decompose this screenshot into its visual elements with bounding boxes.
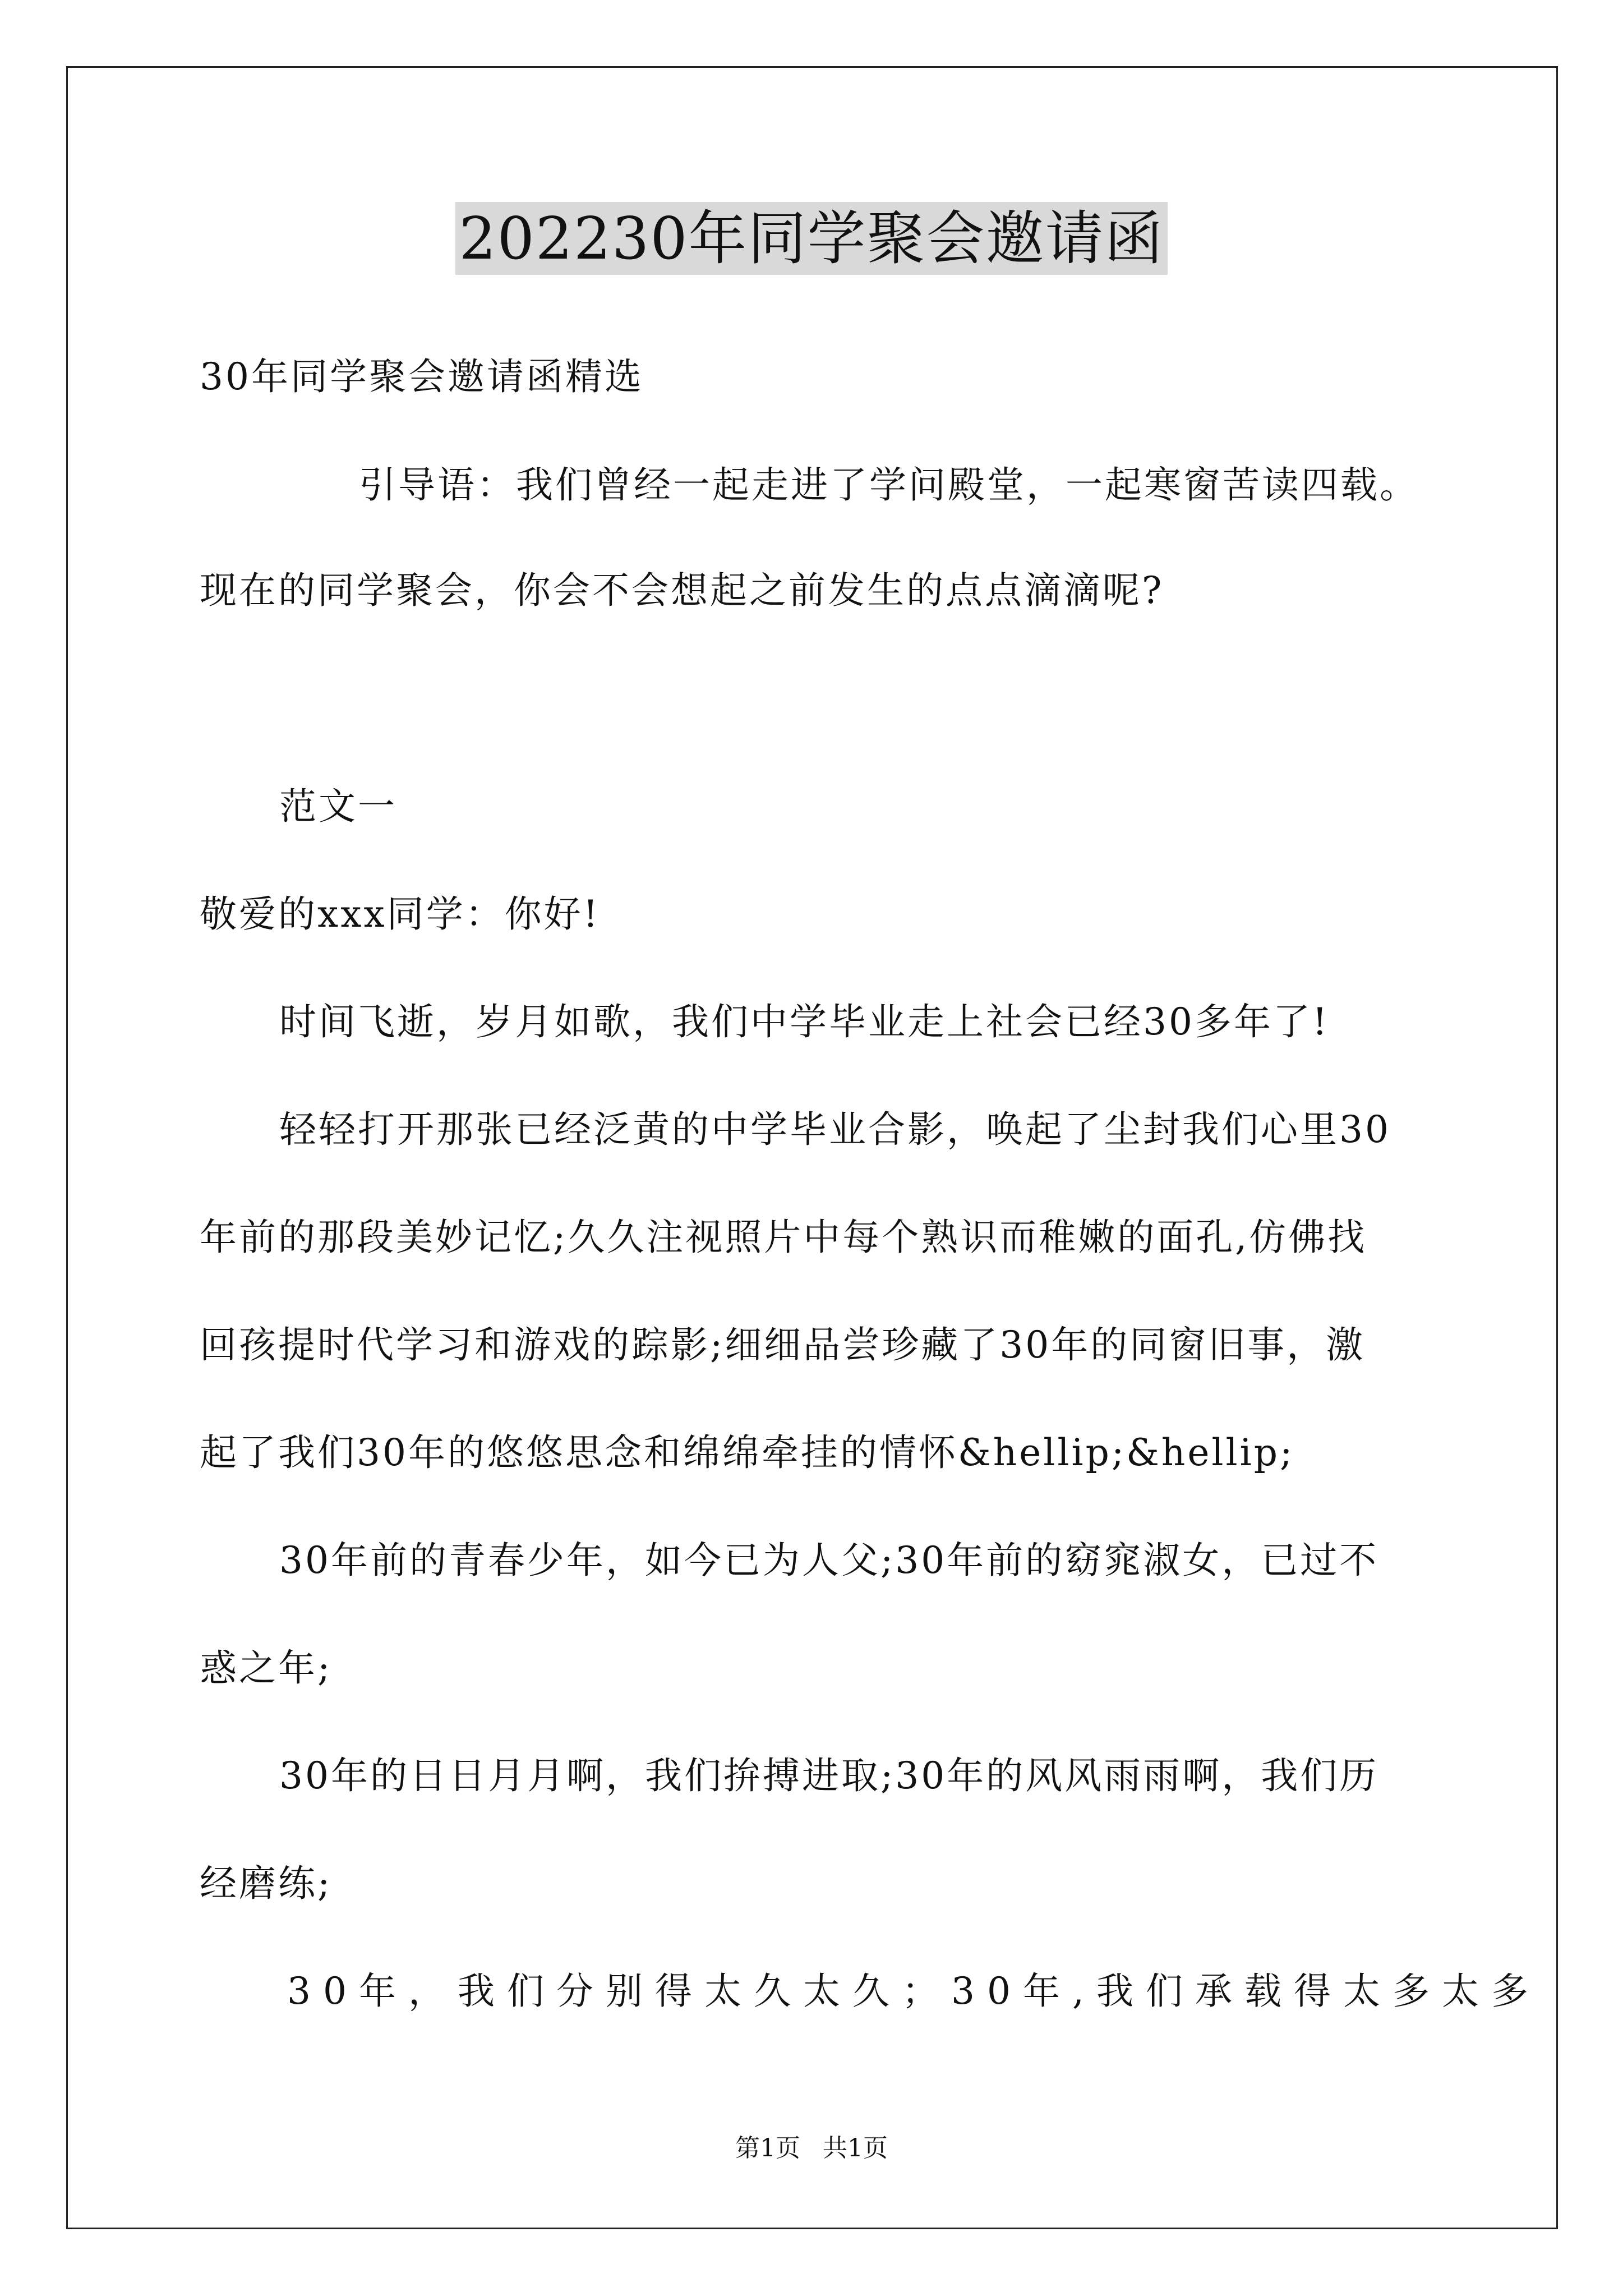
paragraph-line: 惑之年; <box>200 1646 333 1690</box>
paragraph-line: 引导语：我们曾经一起走进了学问殿堂，一起寒窗苦读四载。 <box>359 463 1419 507</box>
page-total: 共1页 <box>823 2134 888 2162</box>
paragraph-line: 30年的日日月月啊，我们拚搏进取;30年的风风雨雨啊，我们历 <box>279 1754 1379 1797</box>
paragraph-line: 现在的同学聚会，你会不会想起之前发生的点点滴滴呢? <box>200 569 1164 612</box>
document-subtitle: 30年同学聚会邀请函精选 <box>200 355 644 398</box>
paragraph-line: 经磨练; <box>200 1862 333 1905</box>
title-container <box>0 202 1623 275</box>
page-number: 第1页 <box>735 2134 800 2162</box>
salutation: 敬爱的xxx同学：你好! <box>200 892 601 936</box>
page-footer <box>0 2132 1623 2165</box>
paragraph-line: 回孩提时代学习和游戏的踪影;细细品尝珍藏了30年的同窗旧事，激 <box>200 1323 1366 1366</box>
paragraph-line: 时间飞逝，岁月如歌，我们中学毕业走上社会已经30多年了! <box>279 1000 1330 1043</box>
paragraph-line: 轻轻打开那张已经泛黄的中学毕业合影，唤起了尘封我们心里30 <box>279 1108 1391 1151</box>
paragraph-line: 30年，我们分别得太久太久；30年,我们承载得太多太多 <box>287 1970 1541 2013</box>
section-heading: 范文一 <box>279 785 397 828</box>
paragraph-line: 30年前的青春少年，如今已为人父;30年前的窈窕淑女，已过不 <box>279 1539 1379 1582</box>
paragraph-line: 起了我们30年的悠悠思念和绵绵牵挂的情怀&hellip;&hellip; <box>200 1431 1295 1474</box>
paragraph-line: 年前的那段美妙记忆;久久注视照片中每个熟识而稚嫩的面孔,仿佛找 <box>200 1216 1367 1259</box>
document-title: 202230年同学聚会邀请函 <box>455 202 1167 275</box>
